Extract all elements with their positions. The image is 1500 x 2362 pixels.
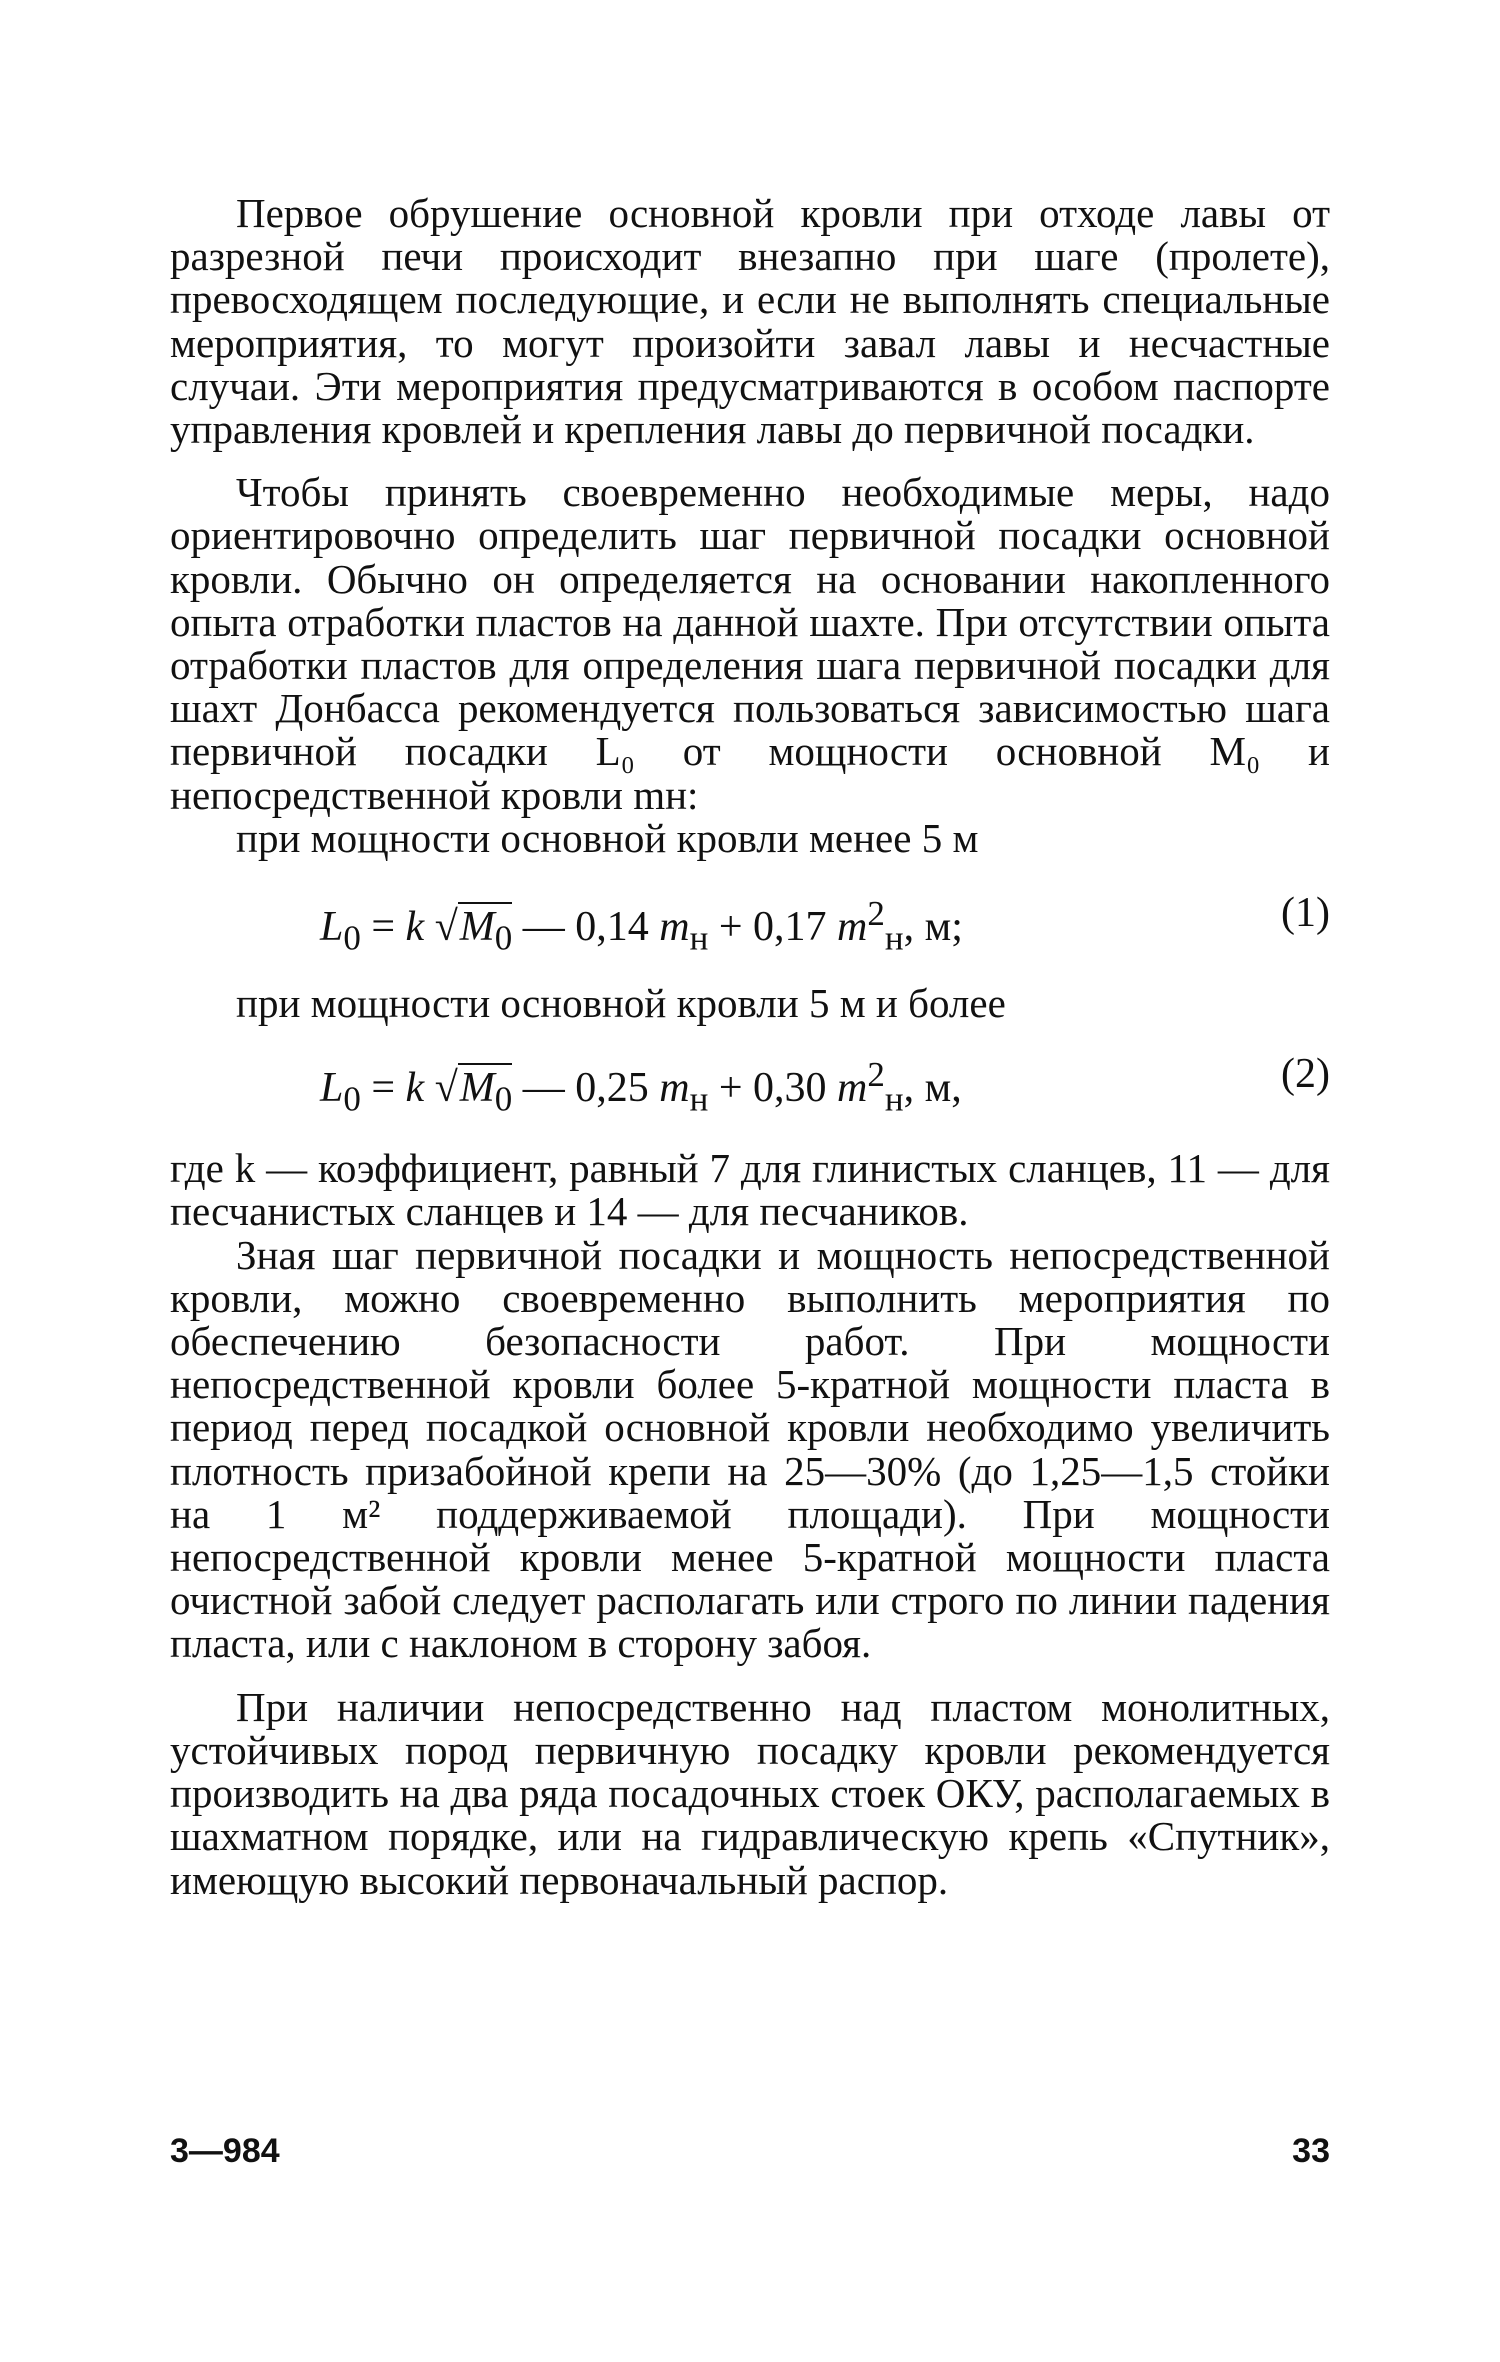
paragraph-monolithic-rocks: При наличии непосредственно над пластом монолитных, устойчивых пород первичную посадку кровли рекомендуется производить на два ряда посадочных стоек ОКУ, располагаемых в шахматном порядке, или на гидравлическую крепь «Спутник», имеющую высокий первоначальный распор. xyxy=(170,1683,1330,1903)
formula-2-number: (2) xyxy=(1281,1051,1330,1098)
condition-5m-and-more: при мощности основной кровли 5 м и более xyxy=(236,980,1006,1027)
formula-2-expression: $L_0 = k$ $√M_0$ — 0,25 $m_н + 0,30$ $m^2_н$, м, xyxy=(320,1055,962,1119)
formula-1-expression: $L_0 = k$ $√M_0$ — 0,14 $m_н + 0,17$ $m^2_н$, м; xyxy=(320,894,963,958)
coefficient-definition: где k — коэффициент, равный 7 для глинистых сланцев, 11 — для песчанистых сланцев и 14 — для песчаников. xyxy=(170,1145,1330,1235)
formula-1 xyxy=(170,886,1330,956)
printer-signature: 3—984 xyxy=(170,2132,280,2170)
formula-1-number: (1) xyxy=(1281,890,1330,937)
condition-less-than-5m: при мощности основной кровли менее 5 м xyxy=(236,814,979,861)
page-number: 33 xyxy=(1292,2132,1330,2170)
paragraph-first-collapse: Первое обрушение основной кровли при отходе лавы от разрезной печи происходит внезапно при шаге (пролете), превосходящем последующие, и если не выполнять специальные мероприятия, то могут произойти завал лавы и несчастные случаи. Эти мероприятия предусматриваются в особом паспорте управления кровлей и крепления лавы до первичной посадки. xyxy=(170,190,1330,453)
page-footer xyxy=(170,2132,1330,2178)
paragraph-primary-settlement: Чтобы принять своевременно необходимые меры, надо ориентировочно определить шаг первичной посадки основной кровли. Обычно он определяется на основании накопленного опыта отработки пластов на данной шахте. При отсутствии опыта отработки пластов для определения шага первичной посадки для шахт Донбасса рекомендуется пользоваться зависимостью шага первичной посадки L₀ от мощности основной M₀ и непосредственной кровли mн: xyxy=(170,469,1330,818)
paragraph-safety-measures: Зная шаг первичной посадки и мощность непосредственной кровли, можно своевременно выполнить мероприятия по обеспечению безопасности работ. При мощности непосредственной кровли более 5-кратной мощности пласта в период перед посадкой основной кровли необходимо увеличить плотность призабойной крепи на 25—30% (до 1,25—1,5 стойки на 1 м² поддерживаемой площади). При мощности непосредственной кровли менее 5-кратной мощности пласта очистной забой следует располагать или строго по линии падения пласта, или с наклоном в сторону забоя. xyxy=(170,1231,1330,1667)
formula-2 xyxy=(170,1051,1330,1121)
body-text xyxy=(170,192,1330,1902)
